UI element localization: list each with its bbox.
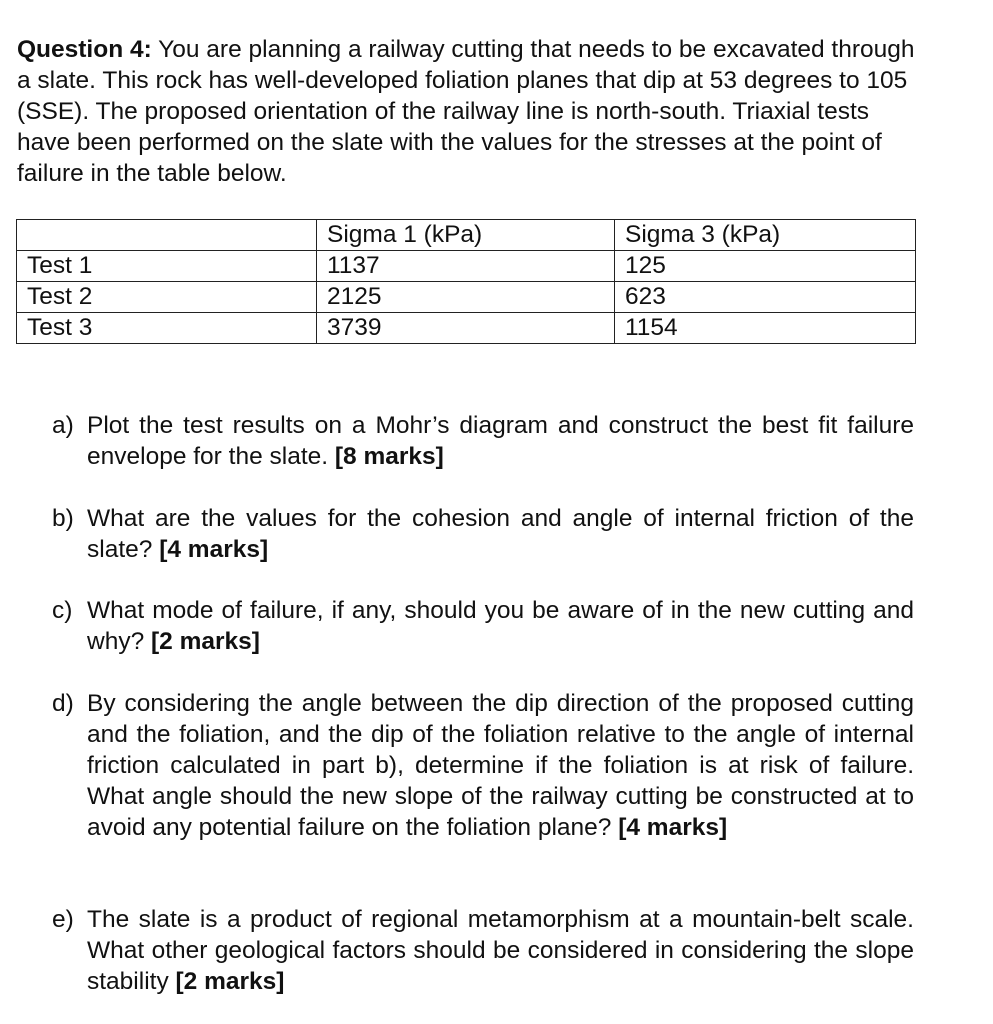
question-item-d (52, 688, 914, 843)
question-marks: [4 marks] (618, 814, 728, 841)
question-item-b (52, 503, 914, 565)
question-text-wrap (87, 503, 914, 565)
question-text-wrap (87, 595, 914, 657)
table-header-row (17, 220, 916, 251)
question-label: Question 4: (17, 36, 152, 63)
question-letter: d) (52, 690, 74, 717)
table-row (17, 282, 916, 313)
table-cell: Test 1 (17, 251, 317, 282)
question-marks: [4 marks] (159, 536, 269, 563)
table-cell: 1154 (615, 313, 916, 344)
question-letter: e) (52, 906, 74, 933)
triaxial-results-table (16, 219, 916, 344)
question-text-wrap (87, 688, 914, 843)
question-letter: b) (52, 505, 74, 532)
question-text-wrap (87, 904, 914, 997)
table-cell: 1137 (317, 251, 615, 282)
table-cell: 623 (615, 282, 916, 313)
table-header-cell: Sigma 3 (kPa) (615, 220, 916, 251)
question-item-c (52, 595, 914, 657)
question-text-wrap (87, 410, 914, 472)
question-intro (17, 34, 917, 189)
question-item-e (52, 904, 914, 997)
table-row (17, 251, 916, 282)
question-text: What mode of failure, if any, should you be aware of in the new cutting and why? (87, 597, 914, 655)
question-letter: c) (52, 597, 73, 624)
table-row (17, 313, 916, 344)
question-marks: [8 marks] (334, 443, 444, 470)
question-text: By considering the angle between the dip direction of the proposed cutting and the foliation, and the dip of the foliation relative to the angle of internal friction calculated in part b), determine if the foliation is at risk of failure. What angle should the new slope of the railway cutting be constructed at to avoid any potential failure on the foliation plane? (87, 690, 914, 841)
table-cell: 2125 (317, 282, 615, 313)
table-cell: 3739 (317, 313, 615, 344)
question-letter: a) (52, 412, 74, 439)
table-header-cell: Sigma 1 (kPa) (317, 220, 615, 251)
question-item-a (52, 410, 914, 472)
question-marks: [2 marks] (175, 968, 285, 995)
question-text: The slate is a product of regional metamorphism at a mountain-belt scale. What other geological factors should be considered in considering the slope stability (87, 906, 914, 995)
table-cell: Test 3 (17, 313, 317, 344)
table-cell: Test 2 (17, 282, 317, 313)
table-header-cell (17, 220, 317, 251)
question-text: What are the values for the cohesion and angle of internal friction of the slate? (87, 505, 914, 563)
table-cell: 125 (615, 251, 916, 282)
question-marks: [2 marks] (151, 628, 260, 655)
question-intro-text: You are planning a railway cutting that needs to be excavated through a slate. This rock has well-developed foliation planes that dip at 53 degrees to 105 (SSE). The proposed orientation of the railway line is north-south. Triaxial tests have been performed on the slate with the values for the stresses at the point of failure in the table below. (17, 36, 915, 187)
question-text: Plot the test results on a Mohr’s diagram and construct the best fit failure envelope for the slate. (87, 412, 914, 470)
